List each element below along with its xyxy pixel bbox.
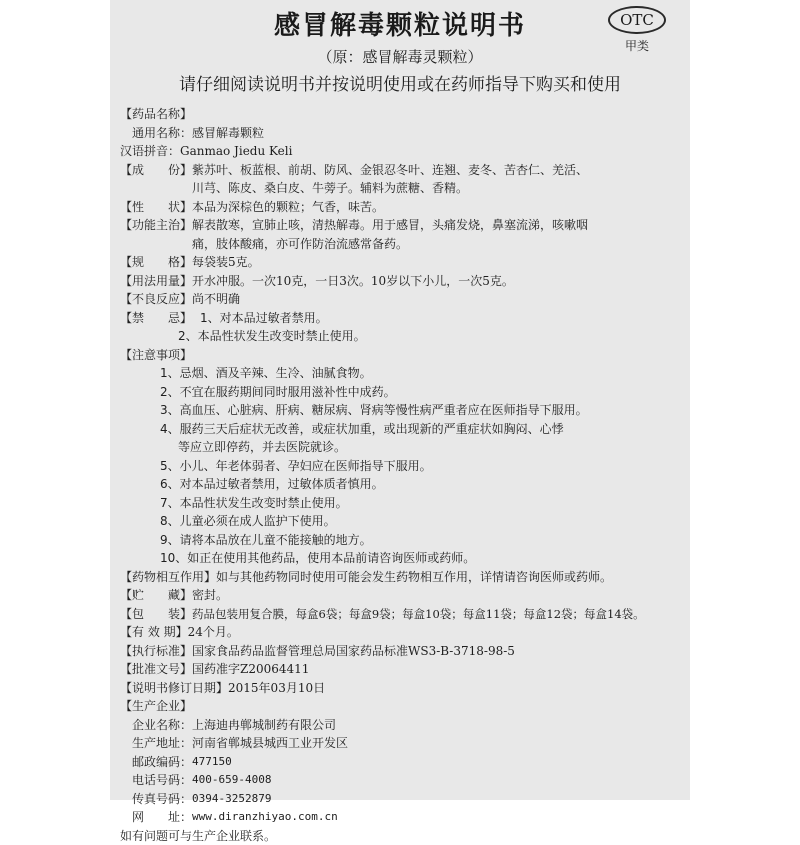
section-label: 【用法用量】 xyxy=(120,272,192,291)
field-value: 2015年03月10日 xyxy=(228,679,680,698)
field-value: 如与其他药物同时使用可能会发生药物相互作用，详情请咨询医师或药师。 xyxy=(216,568,680,587)
revision-row xyxy=(120,679,680,698)
otc-badge: OTC xyxy=(608,6,666,34)
ingredients-row xyxy=(120,161,680,180)
field-value: 477150 xyxy=(192,753,680,772)
otc-class-label: 甲类 xyxy=(608,38,666,54)
field-value: 本品为深棕色的颗粒；气香，味苦。 xyxy=(192,198,680,217)
field-value: 感冒解毒颗粒 xyxy=(192,124,680,143)
storage-row xyxy=(120,586,680,605)
field-label: 通用名称： xyxy=(132,124,192,143)
section-label: 【有 效 期】 xyxy=(120,623,188,642)
field-value: 0394-3252879 xyxy=(192,790,680,809)
field-value: 400-659-4008 xyxy=(192,771,680,790)
field-value: 开水冲服。一次10克，一日3次。10岁以下小儿，一次5克。 xyxy=(192,272,680,291)
field-value: Ganmao Jiedu Keli xyxy=(180,142,680,161)
section-label: 【批准文号】 xyxy=(120,660,192,679)
website-row xyxy=(120,808,680,827)
field-label: 电话号码： xyxy=(132,771,192,790)
section-label: 【注意事项】 xyxy=(120,346,192,365)
field-value: 上海迪冉郸城制药有限公司 xyxy=(192,716,680,735)
section-label: 【药品名称】 xyxy=(120,105,192,124)
field-value: 国家食品药品监督管理总局国家药品标准WS3-B-3718-98-5 xyxy=(192,642,680,661)
indications-row xyxy=(120,216,680,235)
document-title: 感冒解毒颗粒说明书 xyxy=(110,10,690,42)
interactions-row xyxy=(120,568,680,587)
precaution-item: 4、服药三天后症状无改善，或症状加重，或出现新的严重症状如胸闷、心悸 xyxy=(120,420,680,439)
packaging-row xyxy=(120,605,680,624)
field-value: 痛，肢体酸痛，亦可作防治流感常备药。 xyxy=(192,235,680,254)
pinyin-row xyxy=(120,142,680,161)
precaution-item: 8、儿童必须在成人监护下使用。 xyxy=(120,512,680,531)
field-value: 1、对本品过敏者禁用。 xyxy=(192,309,680,328)
field-value: 川芎、陈皮、桑白皮、牛蒡子。辅料为蔗糖、香精。 xyxy=(192,179,680,198)
section-label: 【性 状】 xyxy=(120,198,192,217)
section-label: 【不良反应】 xyxy=(120,290,192,309)
zip-row xyxy=(120,753,680,772)
field-label: 邮政编码： xyxy=(132,753,192,772)
section-label: 【规 格】 xyxy=(120,253,192,272)
precaution-item: 3、高血压、心脏病、肝病、糖尿病、肾病等慢性病严重者应在医师指导下服用。 xyxy=(120,401,680,420)
section-label: 【包 装】 xyxy=(120,605,192,624)
field-value: 24个月。 xyxy=(188,623,680,642)
field-value: 解表散寒，宣肺止咳，清热解毒。用于感冒，头痛发烧，鼻塞流涕，咳嗽咽 xyxy=(192,216,680,235)
section-label: 【生产企业】 xyxy=(120,697,192,716)
leaflet-page xyxy=(110,0,690,800)
fax-row xyxy=(120,790,680,809)
field-label: 传真号码： xyxy=(132,790,192,809)
phone-row xyxy=(120,771,680,790)
field-value: 药品包装用复合膜，每盒6袋；每盒9袋；每盒10袋；每盒11袋；每盒12袋；每盒14袋。 xyxy=(192,605,680,624)
drug-name-section xyxy=(120,105,680,124)
precaution-item: 7、本品性状发生改变时禁止使用。 xyxy=(120,494,680,513)
section-label: 【禁 忌】 xyxy=(120,309,192,328)
contraindication-item: 2、本品性状发生改变时禁止使用。 xyxy=(120,327,680,346)
common-name-row xyxy=(120,124,680,143)
section-label: 【成 份】 xyxy=(120,161,192,180)
precautions-row xyxy=(120,346,680,365)
field-value: 每袋装5克。 xyxy=(192,253,680,272)
company-name-row xyxy=(120,716,680,735)
precaution-item: 10、如正在使用其他药品，使用本品前请咨询医师或药师。 xyxy=(120,549,680,568)
document-subtitle: （原：感冒解毒灵颗粒） xyxy=(110,47,690,67)
contact-note: 如有问题可与生产企业联系。 xyxy=(120,827,680,845)
field-value: 密封。 xyxy=(192,586,680,605)
address-row xyxy=(120,734,680,753)
manufacturer-section xyxy=(120,697,680,716)
field-label: 企业名称： xyxy=(132,716,192,735)
field-value: 尚不明确 xyxy=(192,290,680,309)
field-label: 网 址： xyxy=(132,808,192,827)
field-value: www.diranzhiyao.com.cn xyxy=(192,808,680,827)
approval-row xyxy=(120,660,680,679)
ingredients-continued xyxy=(120,179,680,198)
field-label: 汉语拼音： xyxy=(120,142,180,161)
adverse-row xyxy=(120,290,680,309)
field-value: 国药准字Z20064411 xyxy=(192,660,680,679)
field-label: 生产地址： xyxy=(132,734,192,753)
section-label: 【功能主治】 xyxy=(120,216,192,235)
standard-row xyxy=(120,642,680,661)
specification-row xyxy=(120,253,680,272)
precaution-item: 9、请将本品放在儿童不能接触的地方。 xyxy=(120,531,680,550)
field-value: 紫苏叶、板蓝根、前胡、防风、金银忍冬叶、连翘、麦冬、苦杏仁、羌活、 xyxy=(192,161,680,180)
usage-notice: 请仔细阅读说明书并按说明使用或在药师指导下购买和使用 xyxy=(110,73,690,97)
section-label: 【执行标准】 xyxy=(120,642,192,661)
indications-continued xyxy=(120,235,680,254)
dosage-row xyxy=(120,272,680,291)
section-label: 【贮 藏】 xyxy=(120,586,192,605)
precaution-item: 2、不宜在服药期间同时服用滋补性中成药。 xyxy=(120,383,680,402)
precaution-item: 5、小儿、年老体弱者、孕妇应在医师指导下服用。 xyxy=(120,457,680,476)
precaution-item: 6、对本品过敏者禁用，过敏体质者慎用。 xyxy=(120,475,680,494)
section-label: 【说明书修订日期】 xyxy=(120,679,228,698)
precaution-item: 1、忌烟、酒及辛辣、生冷、油腻食物。 xyxy=(120,364,680,383)
appearance-row xyxy=(120,198,680,217)
section-label: 【药物相互作用】 xyxy=(120,568,216,587)
field-value: 河南省郸城县城西工业开发区 xyxy=(192,734,680,753)
validity-row xyxy=(120,623,680,642)
precaution-item-continued: 等应立即停药，并去医院就诊。 xyxy=(120,438,680,457)
leaflet-body xyxy=(120,105,680,845)
contraindications-row xyxy=(120,309,680,328)
